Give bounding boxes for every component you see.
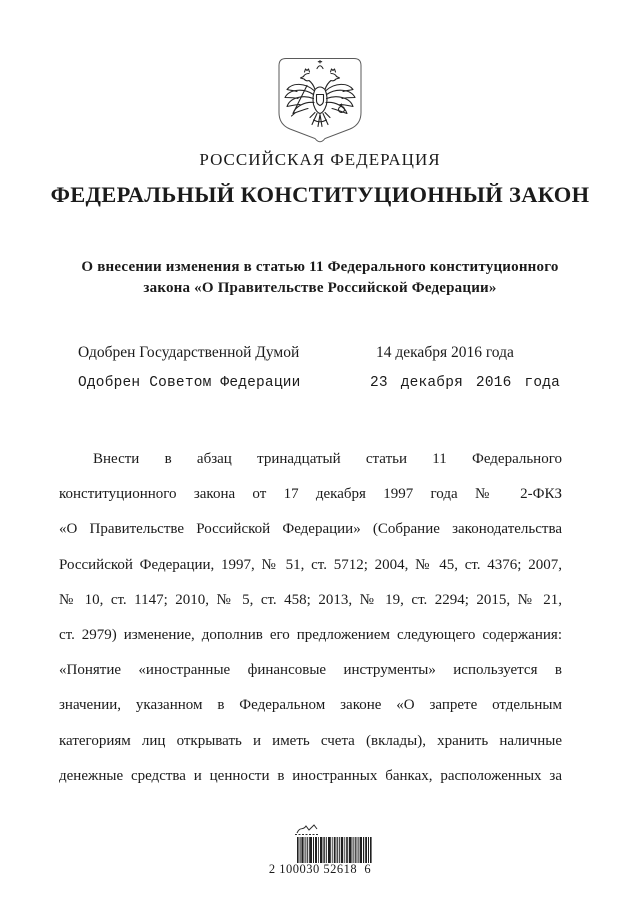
barcode: [297, 837, 372, 863]
approval-row-federation-council: [0, 375, 640, 397]
body-line: конституционного закона от 17 декабря 1997 года № 2-ФКЗ: [59, 486, 562, 503]
body-line: № 10, ст. 1147; 2010, № 5, ст. 458; 2013, № 19, ст. 2294; 2015, № 21,: [59, 591, 562, 608]
approval-council-date: 23 декабря 2016 года: [370, 375, 561, 391]
printers-mark-icon: [293, 822, 321, 837]
body-line: Внести в абзац тринадцатый статьи 11 Федерального: [93, 451, 562, 467]
approval-duma-label: Одобрен Государственной Думой: [78, 344, 300, 361]
body-line: ст. 2979) изменение, дополнив его предложением следующего содержания:: [59, 626, 562, 643]
body-line: «Понятие «иностранные финансовые инструменты» используется в: [59, 662, 562, 679]
law-subject-line-2: закона «О Правительстве Российской Федерации»: [143, 280, 497, 296]
coat-of-arms-icon: [277, 56, 363, 146]
body-line: категориям лиц открывать и иметь счета (вклады), хранить наличные: [59, 732, 562, 749]
law-type-heading: ФЕДЕРАЛЬНЫЙ КОНСТИТУЦИОННЫЙ ЗАКОН: [50, 182, 590, 207]
approval-duma-date: 14 декабря 2016 года: [376, 344, 514, 361]
body-line: значении, указанном в Федеральном законе «О запрете отдельным: [59, 697, 562, 714]
body-line: денежные средства и ценности в иностранных банках, расположенных за: [59, 767, 562, 784]
law-body-paragraph: [59, 442, 562, 794]
approval-council-label: Одобрен Советом Федерации: [78, 375, 301, 391]
approval-row-duma: [0, 344, 640, 366]
law-subject-line-1: О внесении изменения в статью 11 Федерального конституционного: [81, 259, 559, 275]
body-line: Российской Федерации, 1997, № 51, ст. 5712; 2004, № 45, ст. 4376; 2007,: [59, 556, 562, 573]
country-heading: РОССИЙСКАЯ ФЕДЕРАЦИЯ: [199, 150, 441, 169]
law-subject-title: [0, 257, 640, 299]
barcode-digits: 2 100030 52618 6: [268, 862, 372, 876]
body-line: «О Правительстве Российской Федерации» (Собрание законодательства: [59, 521, 562, 538]
